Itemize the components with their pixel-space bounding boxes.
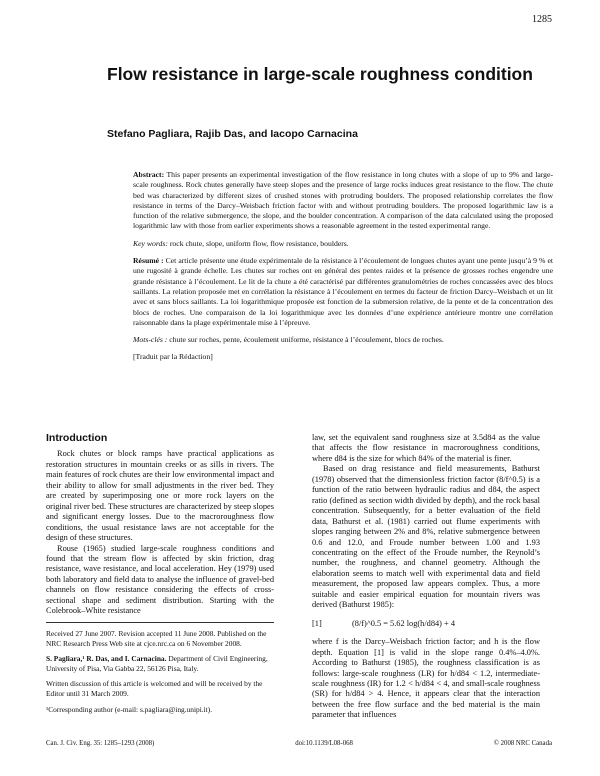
translation-note: [Traduit par la Rédaction] <box>133 352 213 362</box>
affiliation-text: Department of Civil Engineering, University of Pisa, Via Gabba 22, 56126 Pisa, Italy. <box>46 654 268 673</box>
keywords-label: Key words: <box>133 238 168 248</box>
doi: doi:10.1139/L08-068 <box>295 740 353 747</box>
body-paragraph: law, set the equivalent sand roughness size at 3.5d84 as the value that affects the flow resistance in macroroughness conditions, where d84 is the size for which 84% of the material is finer. <box>312 433 540 463</box>
affiliation-names: S. Pagliara,¹ R. Das, and I. Carnacina. <box>46 654 167 664</box>
affiliation-note <box>46 654 274 673</box>
corresponding-note: ¹Corresponding author (e-mail: s.pagliara@ing.unipi.it). <box>46 704 213 714</box>
journal-citation: Can. J. Civ. Eng. 35: 1285–1293 (2008) <box>46 740 155 747</box>
right-column <box>312 433 540 721</box>
motscles-paragraph <box>133 335 553 345</box>
equation-number: [1] <box>312 618 322 628</box>
received-note: Received 27 June 2007. Revision accepted 11 June 2008. Published on the NRC Research Press Web site at cjce.nrc.ca on 6 November 2008. <box>46 629 267 648</box>
resume-text: Cet article présente une étude expérimentale de la résistance à l’écoulement de longues chutes ayant une pente jusqu’à 9 % et une rugosité à grande échelle. Les chutes sur roches ont en général des pentes raides et la présence de grosses roches engendre une grande résistance à l’écoulement. Le lit de la chute a été caractérisé par différentes granulométries de roches concassées avec des blocs saillants. La relation proposée met en corrélation la résistance à l’écoulement en termes du facteur de friction Darcy–Weisbach et un lit avec et sans blocs saillants. La loi logarithmique proposée est fonction de la submersion relative, de la pente et de la concentration des blocs de roches. Une comparaison de la loi logarithmique avec les données d’une expérience antérieure montre une corrélation raisonnable dans la plage expérimentale mise à l’épreuve. <box>133 256 553 327</box>
section-heading-introduction: Introduction <box>46 432 108 444</box>
author-list: Stefano Pagliara, Rajib Das, and Iacopo Carnacina <box>107 128 358 140</box>
abstract-block <box>133 170 553 370</box>
abstract-text: This paper presents an experimental investigation of the flow resistance in long chutes with a slope of up to 9% and large-scale roughness. Rock chutes generally have steep slopes and the presence of large rocks induces great resistance to the flow. The chute bed was characterized by different sizes of crushed stones with protruding boulders. The proposed relationship correlates the flow resistance in terms of the Darcy–Weisbach friction factor with and without protruding boulders. The proposed logarithmic law is a function of the relative submergence, the slope, and the boulder concentration. A comparison of the data calculated using the proposed logarithmic law with those from earlier experiments shows a reasonable agreement in the tested experimental range. <box>133 170 553 231</box>
body-paragraph: Based on drag resistance and field measurements, Bathurst (1978) observed that the dimensionless friction factor (8/f^0.5) is a function of the ratio between hydraulic radius and d84, the aspect ratio (defined as section width divided by depth), and the rock basal concentration. Subsequently, for a better evaluation of the field data, Bathurst et al. (1981) carried out flume experiments with slopes ranging between 2% and 8%, relative submergence between 0.6 and 12.0, and Froude number between 1.00 and 1.93 concentrating on the effect of the Froude number, the Reynold’s number, the roughness, and channel geometry. Although the elaboration seems to match well with experimental data and field measurement, the proposed law appears complex. Thus, a more suitable and easier empirical equation for mountain rivers was derived (Bathurst 1985): <box>312 464 540 610</box>
left-column <box>46 433 274 617</box>
abstract-label: Abstract: <box>133 170 165 179</box>
abstract-paragraph <box>133 170 553 232</box>
copyright: © 2008 NRC Canada <box>493 740 552 747</box>
keywords-paragraph <box>133 239 553 249</box>
body-paragraph: where f is the Darcy–Weisbach friction factor; and h is the flow depth. Equation [1] is valid in the slope range 0.4%–4.0%. According to Bathurst (1985), the roughness classification is as follows: large-scale roughness (LR) for h/d84 < 1.2, intermediate-scale roughness (IR) for 1.2 < h/d84 < 4, and small-scale roughness (SR) for h/d84 > 4. Hence, it appears clear that the interaction between the free flow surface and the bed material is the main parameter that influences <box>312 637 540 720</box>
keywords-text: rock chute, slope, uniform flow, flow resistance, boulders. <box>167 238 349 248</box>
motscles-label: Mots-clés : <box>133 335 168 345</box>
body-paragraph: Rouse (1965) studied large-scale roughness conditions and found that the stream flow is affected by skin friction, drag resistance, wave resistance, and local acceleration. Hey (1979) used both laboratory and field data to analyse the influence of gravel-bed channels on flow resistance considering the effects of cross-sectional shape and sediment distribution. Starting with the Colebrook–White resistance <box>46 543 274 616</box>
resume-paragraph <box>133 256 553 328</box>
equation-body: (8/f)^0.5 = 5.62 log(h/d84) + 4 <box>352 618 456 628</box>
page-footer <box>46 740 552 747</box>
body-paragraph: Rock chutes or block ramps have practical applications as restoration structures in mountain creeks or as sills in rivers. The main features of rock chutes are their low environmental impact and their ability to allow for small adjustments in the river bed. They are created by superimposing one or more rock layers on the original river bed. These structures are characterized by steep slopes and significant energy losses. Due to the macroroughness flow conditions, the usual resistance laws are not acceptable for the design of these structures. <box>46 449 274 543</box>
paper-title: Flow resistance in large-scale roughness condition <box>107 64 533 84</box>
motscles-text: chute sur roches, pente, écoulement uniforme, résistance à l’écoulement, blocs de roches. <box>167 335 444 345</box>
page-number: 1285 <box>532 14 552 25</box>
resume-label: Résumé : <box>133 256 164 266</box>
equation-1 <box>312 619 540 629</box>
footnote-block <box>46 622 274 720</box>
discussion-note: Written discussion of this article is welcomed and will be received by the Editor until 31 March 2009. <box>46 679 263 698</box>
